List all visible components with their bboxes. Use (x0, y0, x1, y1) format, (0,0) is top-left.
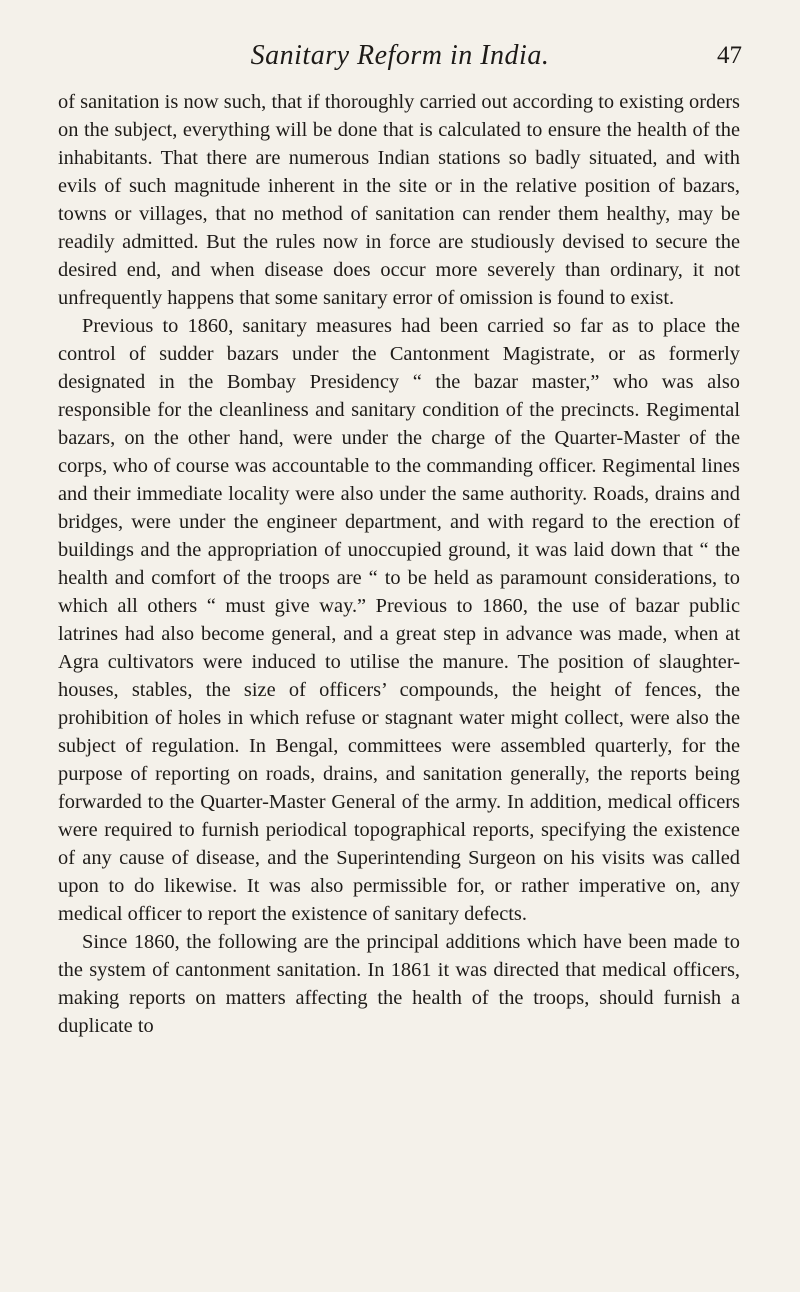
body-text (58, 88, 740, 1040)
paragraph: Previous to 1860, sanitary measures had been carried so far as to place the control of sudder bazars under the Cantonment Magistrate, or as formerly designated in the Bombay Presidency “ the bazar master,” who was also responsible for the cleanliness and sanitary condition of the precincts. Regimental bazars, on the other hand, were under the charge of the Quarter-Master of the corps, who of course was accountable to the commanding officer. Regimental lines and their immediate locality were also under the same authority. Roads, drains and bridges, were under the engineer department, and with regard to the erection of buildings and the appropriation of unoccupied ground, it was laid down that “ the health and comfort of the troops are “ to be held as paramount considerations, to which all others “ must give way.” Previous to 1860, the use of bazar public latrines had also become general, and a great step in advance was made, when at Agra cultivators were induced to utilise the manure. The position of slaughter-houses, stables, the size of officers’ compounds, the height of fences, the prohibition of holes in which refuse or stagnant water might collect, were also the subject of regulation. In Bengal, committees were assembled quarterly, for the purpose of reporting on roads, drains, and sanitation generally, the reports being forwarded to the Quarter-Master General of the army. In addition, medical officers were required to furnish periodical topographical reports, specifying the existence of any cause of disease, and the Superintending Surgeon on his visits was called upon to do likewise. It was also permissible for, or rather imperative on, any medical officer to report the existence of sanitary defects. (58, 315, 740, 925)
running-head (58, 36, 742, 76)
paragraph-continued: of sanitation is now such, that if thoroughly carried out according to existing orders on the subject, everything will be done that is calculated to ensure the health of the inhabitants. That there are numerous Indian stations so badly situated, and with evils of such magnitude inherent in the site or in the relative position of bazars, towns or villages, that no method of sanitation can render them healthy, may be readily admitted. But the rules now in force are studiously devised to secure the desired end, and when disease does occur more severely than ordinary, it not unfrequently happens that some sanitary error of omission is found to exist. (58, 91, 740, 309)
running-title: Sanitary Reform in India. (250, 40, 550, 71)
page-number: 47 (717, 42, 742, 69)
paragraph: Since 1860, the following are the principal additions which have been made to the system of cantonment sanitation. In 1861 it was directed that medical officers, making reports on matters affecting the health of the troops, should furnish a duplicate to (58, 931, 740, 1037)
